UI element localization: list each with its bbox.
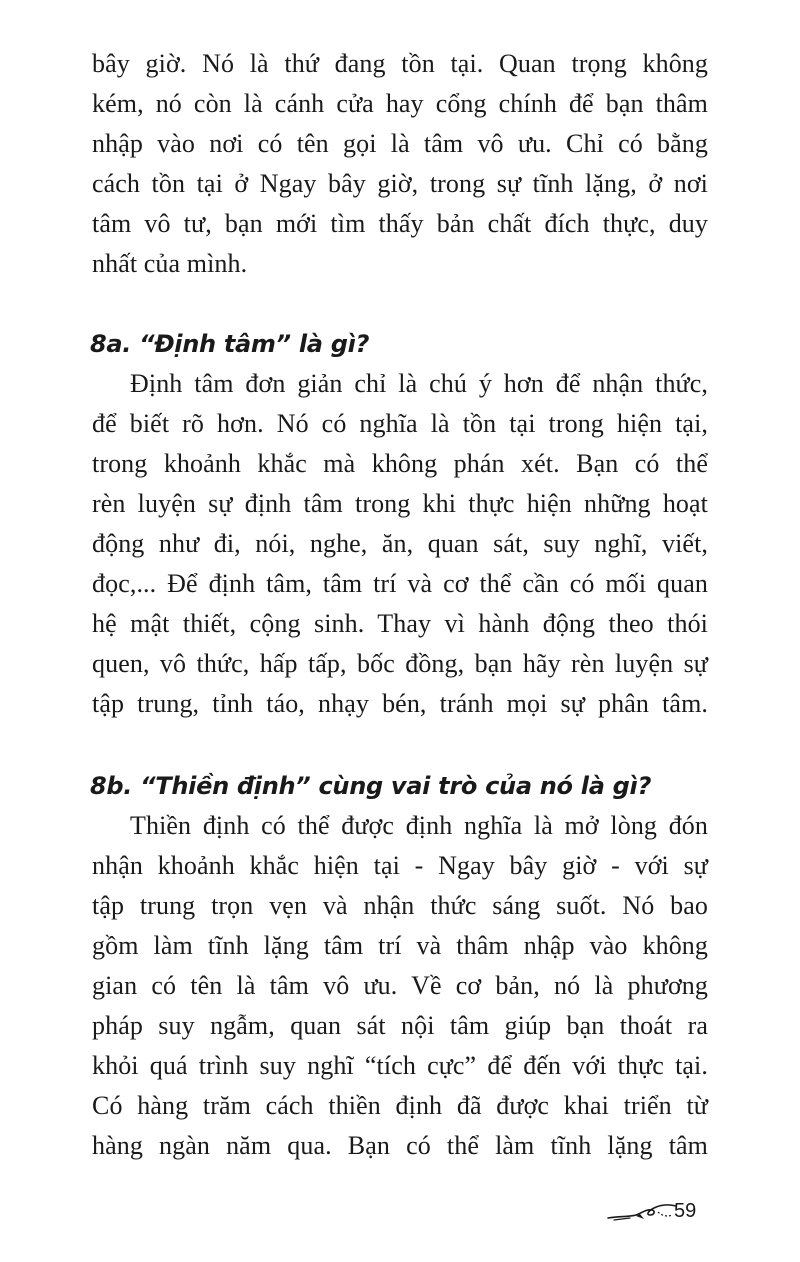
paragraph-line: rèn luyện sự định tâm trong khi thực hiện những hoạt <box>92 489 708 518</box>
paragraph-line: bây giờ. Nó là thứ đang tồn tại. Quan trọng không <box>92 49 708 78</box>
paragraph-line: Có hàng trăm cách thiền định đã được khai triển từ <box>92 1091 708 1120</box>
paragraph-line: nhất của mình. <box>92 249 248 278</box>
paragraph-line: nhập vào nơi có tên gọi là tâm vô ưu. Chỉ có bằng <box>92 129 708 158</box>
decorative-flourish-icon <box>606 1200 682 1222</box>
paragraph-line: cách tồn tại ở Ngay bây giờ, trong sự tĩnh lặng, ở nơi <box>92 169 708 198</box>
paragraph-line: để biết rõ hơn. Nó có nghĩa là tồn tại trong hiện tại, <box>92 409 708 438</box>
paragraph-line: gồm làm tĩnh lặng tâm trí và thâm nhập vào không <box>92 931 708 960</box>
paragraph-line: tập trung trọn vẹn và nhận thức sáng suốt. Nó bao <box>92 891 708 920</box>
paragraph-line: gian có tên là tâm vô ưu. Về cơ bản, nó là phương <box>92 971 708 1000</box>
page-footer <box>606 1194 716 1228</box>
section-heading-8a: 8a. “Định tâm” là gì? <box>90 330 370 358</box>
paragraph-line: khỏi quá trình suy nghĩ “tích cực” để đến với thực tại. <box>92 1051 708 1080</box>
section-heading-8b: 8b. “Thiền định” cùng vai trò của nó là gì? <box>90 772 652 800</box>
page-number: 59 <box>674 1200 697 1222</box>
paragraph-line: động như đi, nói, nghe, ăn, quan sát, suy nghĩ, viết, <box>92 529 708 558</box>
paragraph-line: Định tâm đơn giản chỉ là chú ý hơn để nhận thức, <box>130 369 708 398</box>
paragraph-line: hệ mật thiết, cộng sinh. Thay vì hành động theo thói <box>92 609 708 638</box>
paragraph-line: tập trung, tỉnh táo, nhạy bén, tránh mọi sự phân tâm. <box>92 689 708 718</box>
paragraph-line: quen, vô thức, hấp tấp, bốc đồng, bạn hãy rèn luyện sự <box>92 649 708 678</box>
paragraph-line: pháp suy ngẫm, quan sát nội tâm giúp bạn thoát ra <box>92 1011 708 1040</box>
paragraph-line: đọc,... Để định tâm, tâm trí và cơ thể cần có mối quan <box>92 569 708 598</box>
paragraph-line: kém, nó còn là cánh cửa hay cổng chính để bạn thâm <box>92 89 708 118</box>
paragraph-line: hàng ngàn năm qua. Bạn có thể làm tĩnh lặng tâm <box>92 1131 708 1160</box>
paragraph-line: tâm vô tư, bạn mới tìm thấy bản chất đích thực, duy <box>92 209 708 238</box>
paragraph-line: trong khoảnh khắc mà không phán xét. Bạn có thể <box>92 449 708 478</box>
paragraph-line: nhận khoảnh khắc hiện tại - Ngay bây giờ - với sự <box>92 851 708 880</box>
paragraph-line: Thiền định có thể được định nghĩa là mở lòng đón <box>130 811 708 840</box>
